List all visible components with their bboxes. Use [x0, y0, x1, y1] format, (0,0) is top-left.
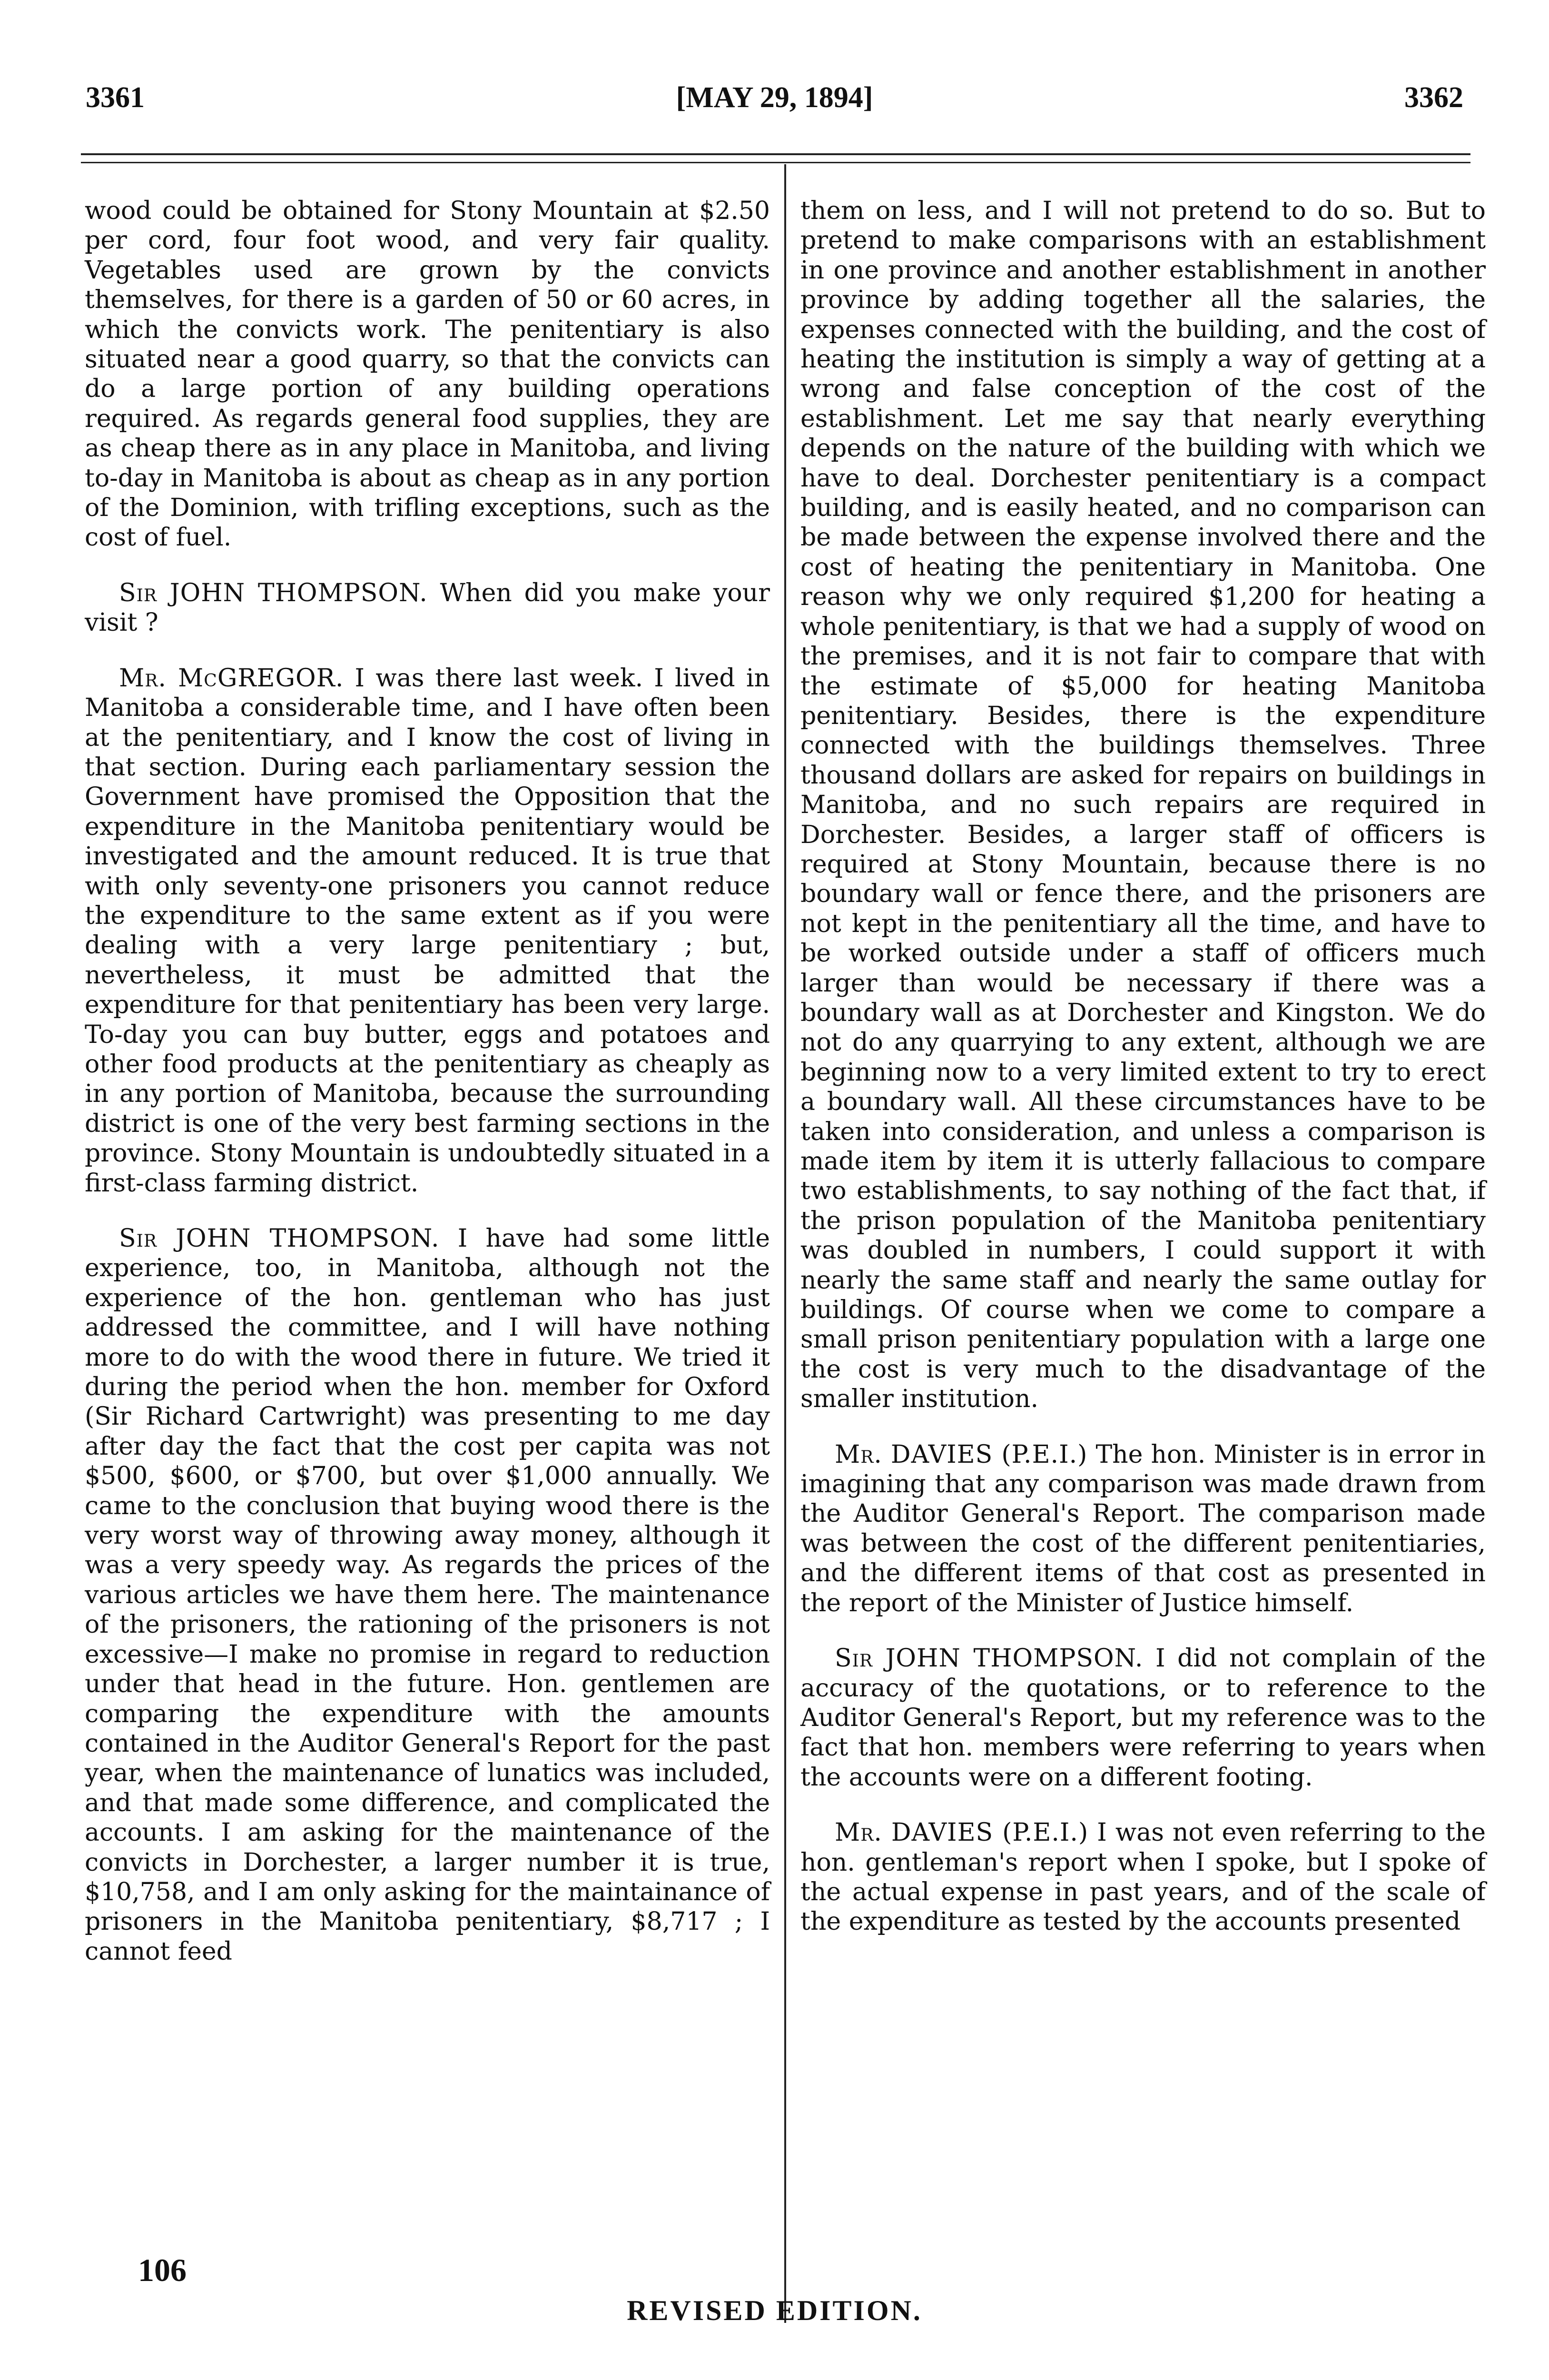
left-paragraph-1: wood could be obtained for Stony Mountain at $2.50 per cord, four foot wood, and very fair quality. Vegetables used are grown by the convicts themselves, for there is a garden of 50 or 60 acres, in which the convicts work. The penitentiary is also situated near a good quarry, so that the convicts can do a large portion of any building operations required. As regards general food supplies, they are as cheap there as in any place in Manitoba, and living to-day in Manitoba is about as cheap as in any portion of the Dominion, with trifling exceptions, such as the cost of fuel. [85, 197, 770, 552]
right-paragraph-1: them on less, and I will not pretend to do so. But to pretend to make comparisons with an establishment in one province and another establishment in another province by adding together all the salaries, the expenses connected with the building, and the cost of heating the institution is simply a way of getting at a wrong and false conception of the cost of the establishment. Let me say that nearly everything depends on the nature of the building with which we have to deal. Dorchester penitentiary is a compact building, and is easily heated, and no comparison can be made between the expense involved there and the cost of heating the penitentiary in Manitoba. One reason why we only required $1,200 for heating a whole penitentiary, is that we had a supply of wood on the premises, and it is not fair to compare that with the estimate of $5,000 for heating Manitoba penitentiary. Besides, there is the expenditure connected with the buildings themselves. Three thousand dollars are asked for repairs on buildings in Manitoba, and no such repairs are required in Dorchester. Besides, a larger staff of officers is required at Stony Mountain, because there is no boundary wall or fence there, and the prisoners are not kept in the penitentiary all the time, and have to be worked outside under a staff of officers much larger than would be necessary if there was a boundary wall as at Dorchester and Kingston. We do not do any quarrying to any extent, although we are beginning now to a very limited extent to try to erect a boundary wall. All these circumstances have to be taken into consideration, and unless a comparison is made item by item it is utterly fallacious to compare two establishments, to say nothing of the fact that, if the prison population of the Manitoba penitentiary was doubled in numbers, I could support it with nearly the same staff and nearly the same outlay for buildings. Of course when we come to compare a small prison penitentiary population with a large one the cost is very much to the disadvantage of the smaller institution. [800, 197, 1486, 1414]
left-paragraph-2 [85, 578, 770, 638]
speaker-name: Sir JOHN THOMPSON. [119, 1224, 440, 1253]
speaker-name: Mr. DAVIES (P.E.I.) [835, 1440, 1088, 1469]
speaker-name: Mr. DAVIES (P.E.I.) [835, 1818, 1089, 1847]
footer-edition: REVISED EDITION. [627, 2295, 922, 2326]
right-paragraph-3 [800, 1644, 1486, 1792]
speech-text: When did you make your visit ? [85, 578, 770, 637]
left-paragraph-3 [85, 664, 770, 1198]
page-number-left: 3361 [86, 81, 145, 114]
column-divider [784, 164, 786, 2323]
page-number-right: 3362 [1404, 81, 1463, 114]
header-rule-top [81, 153, 1470, 155]
left-paragraph-4 [85, 1224, 770, 1966]
speech-text: I did not complain of the accuracy of the quotations, or to reference to the Auditor General's Report, but my reference was to the fact that hon. members were referring to years when the accounts were on a different footing. [800, 1644, 1486, 1792]
speaker-name: Sir JOHN THOMPSON. [835, 1644, 1144, 1673]
folio-number: 106 [138, 2252, 187, 2288]
page-header [81, 81, 1468, 124]
speech-text: I was not even referring to the hon. gentleman's report when I spoke, but I spoke of the actual expense in past years, and of the scale of the expenditure as tested by the accounts presented [800, 1818, 1486, 1936]
speaker-name: Sir JOHN THOMPSON. [119, 578, 428, 607]
right-paragraph-2 [800, 1440, 1486, 1618]
left-column [85, 196, 770, 1992]
header-date: [MAY 29, 1894] [676, 81, 873, 114]
right-column [800, 196, 1486, 1963]
speaker-name: Mr. McGREGOR. [119, 664, 344, 693]
right-paragraph-4 [800, 1818, 1486, 1937]
header-rule-bottom [81, 162, 1470, 163]
speech-text: I have had some little experience, too, in Manitoba, although not the experience of the hon. gentleman who has just addressed the committee, and I will have nothing more to do with the wood there in future. We tried it during the period when the hon. member for Oxford (Sir Richard Cartwright) was presenting to me day after day the fact that the cost per capita was not $500, $600, or $700, but over $1,000 annually. We came to the conclusion that buying wood there is the very worst way of throwing away money, although it was a very speedy way. As regards the prices of the various articles we have them here. The maintenance of the prisoners, the rationing of the prisoners is not excessive—I make no promise in regard to reduction under that head in the future. Hon. gentlemen are comparing the expenditure with the amounts contained in the Auditor General's Report for the past year, when the maintenance of lunatics was included, and that made some difference, and complicated the accounts. I am asking for the maintenance of the convicts in Dorchester, a larger number it is true, $10,758, and I am only asking for the maintainance of prisoners in the Manitoba penitentiary, $8,717 ; I cannot feed [85, 1224, 770, 1966]
speech-text: The hon. Minister is in error in imagining that any comparison was made drawn from the Auditor General's Report. The comparison made was between the cost of the different penitentiaries, and the different items of that cost as presented in the report of the Minister of Justice himself. [800, 1440, 1486, 1617]
speech-text: I was there last week. I lived in Manitoba a considerable time, and I have often been at the penitentiary, and I know the cost of living in that section. During each parliamentary session the Government have promised the Opposition that the expenditure in the Manitoba penitentiary would be investigated and the amount reduced. It is true that with only seventy-one prisoners you cannot reduce the expenditure to the same extent as if you were dealing with a very large penitentiary ; but, nevertheless, it must be admitted that the expenditure for that penitentiary has been very large. To-day you can buy butter, eggs and potatoes and other food products at the penitentiary as cheaply as in any portion of Manitoba, because the surrounding district is one of the very best farming sections in the province. Stony Mountain is undoubtedly situated in a first-class farming district. [85, 664, 770, 1198]
